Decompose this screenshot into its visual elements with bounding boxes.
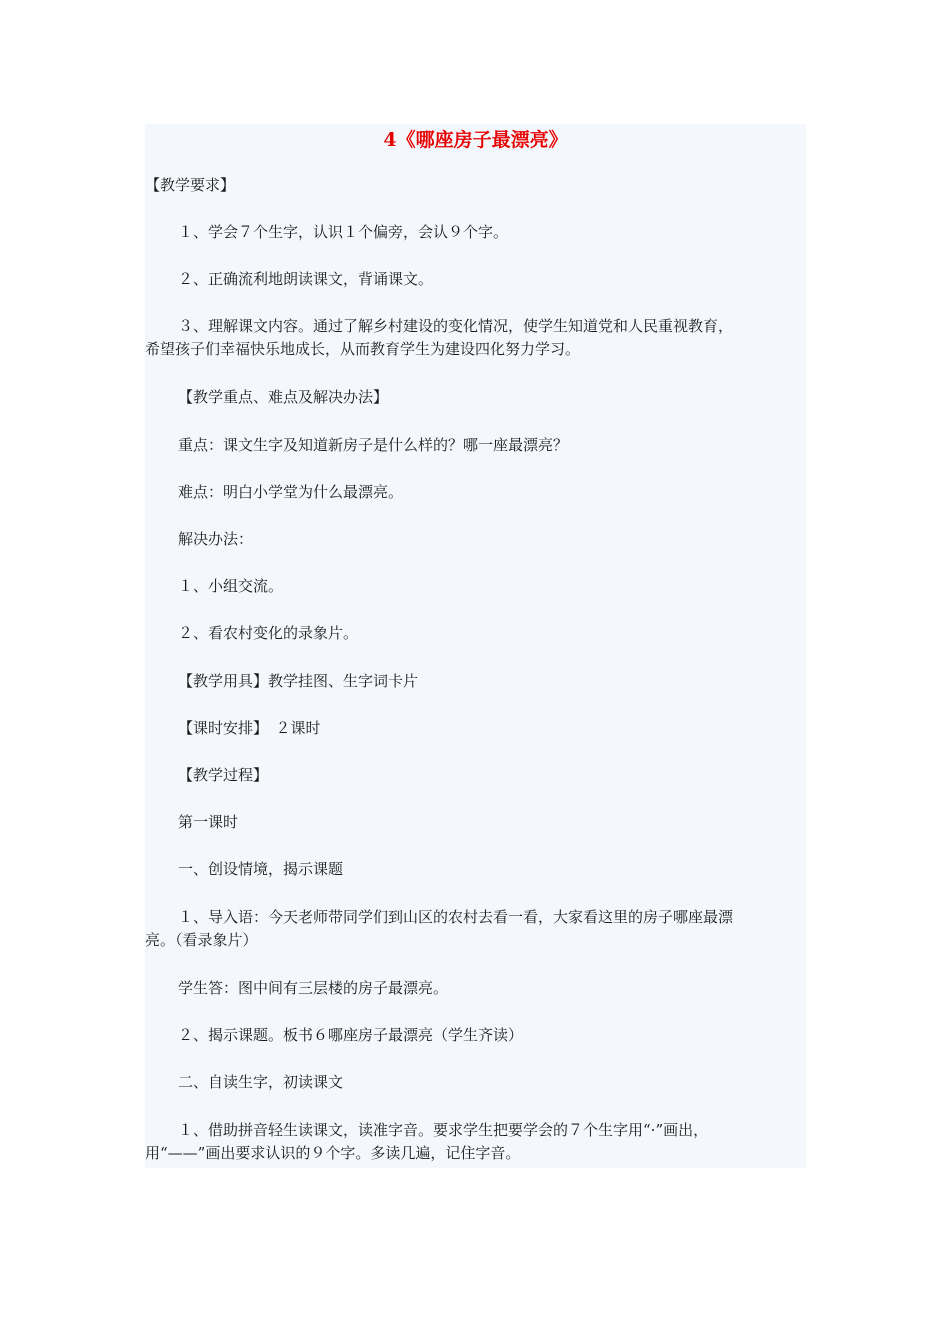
- requirement-item-1: [145, 221, 806, 244]
- difficult-point: [145, 481, 806, 504]
- paragraph-text: ２、揭示课题。板书６哪座房子最漂亮（学生齐读）: [178, 1026, 524, 1044]
- paragraph-text: 二、自读生字，初读课文: [178, 1073, 344, 1091]
- solution-heading: [145, 528, 806, 551]
- paragraph-text: ２、看农村变化的录象片。: [178, 624, 359, 642]
- paragraph-text: 学生答：图中间有三层楼的房子最漂亮。: [178, 979, 449, 997]
- student-answer: [145, 977, 806, 1000]
- paragraph-text: ３、理解课文内容。通过了解乡村建设的变化情况，使学生知道党和人民重视教育，: [178, 317, 734, 335]
- paragraph-text: ２、正确流利地朗读课文，背诵课文。: [178, 270, 434, 288]
- paragraph-text: 【教学过程】: [178, 766, 269, 784]
- requirement-item-3: [145, 315, 806, 361]
- requirement-item-2: [145, 268, 806, 291]
- step-item-intro: [145, 906, 806, 952]
- document-content: [145, 124, 806, 1168]
- solution-item-2: [145, 622, 806, 645]
- paragraph-text: 【教学要求】: [145, 176, 236, 194]
- paragraph-text: 【教学重点、难点及解决办法】: [178, 388, 389, 406]
- paragraph-text: １、小组交流。: [178, 577, 284, 595]
- section-heading-key-points: [145, 386, 806, 409]
- paragraph-text: １、导入语：今天老师带同学们到山区的农村去看一看，大家看这里的房子哪座最漂: [178, 908, 734, 926]
- step-heading-2: [145, 1071, 806, 1094]
- paragraph-text: 重点：课文生字及知道新房子是什么样的？哪一座最漂亮？: [178, 436, 569, 454]
- step-item-reveal: [145, 1024, 806, 1047]
- paragraph-text: 解决办法：: [178, 530, 254, 548]
- document-title: 4《哪座房子最漂亮》: [383, 129, 568, 151]
- section-teaching-aids: [145, 670, 806, 693]
- key-point: [145, 434, 806, 457]
- paragraph-text: 一、创设情境，揭示课题: [178, 860, 344, 878]
- paragraph-continuation: 亮。（看录象片）: [145, 931, 258, 949]
- step-heading-1: [145, 858, 806, 881]
- step-item-pinyin: [145, 1119, 806, 1165]
- paragraph-text: 难点：明白小学堂为什么最漂亮。: [178, 483, 404, 501]
- section-heading-requirements: [145, 174, 806, 197]
- paragraph-text: 【教学用具】教学挂图、生字词卡片: [178, 672, 419, 690]
- paragraph-text: １、借助拼音轻生读课文，读准字音。要求学生把要学会的７个生字用“·”画出，: [178, 1121, 709, 1139]
- section-heading-process: [145, 764, 806, 787]
- paragraph-continuation: 用“——”画出要求认识的９个字。多读几遍，记住字音。: [145, 1144, 521, 1162]
- section-schedule: [145, 717, 806, 740]
- paragraph-continuation: 希望孩子们幸福快乐地成长，从而教育学生为建设四化努力学习。: [145, 340, 581, 358]
- paragraph-text: 第一课时: [178, 813, 239, 831]
- solution-item-1: [145, 575, 806, 598]
- paragraph-text: １、学会７个生字，认识１个偏旁，会认９个字。: [178, 223, 509, 241]
- paragraph-text: 【课时安排】 ２课时: [178, 719, 321, 737]
- lesson-heading-first: [145, 811, 806, 834]
